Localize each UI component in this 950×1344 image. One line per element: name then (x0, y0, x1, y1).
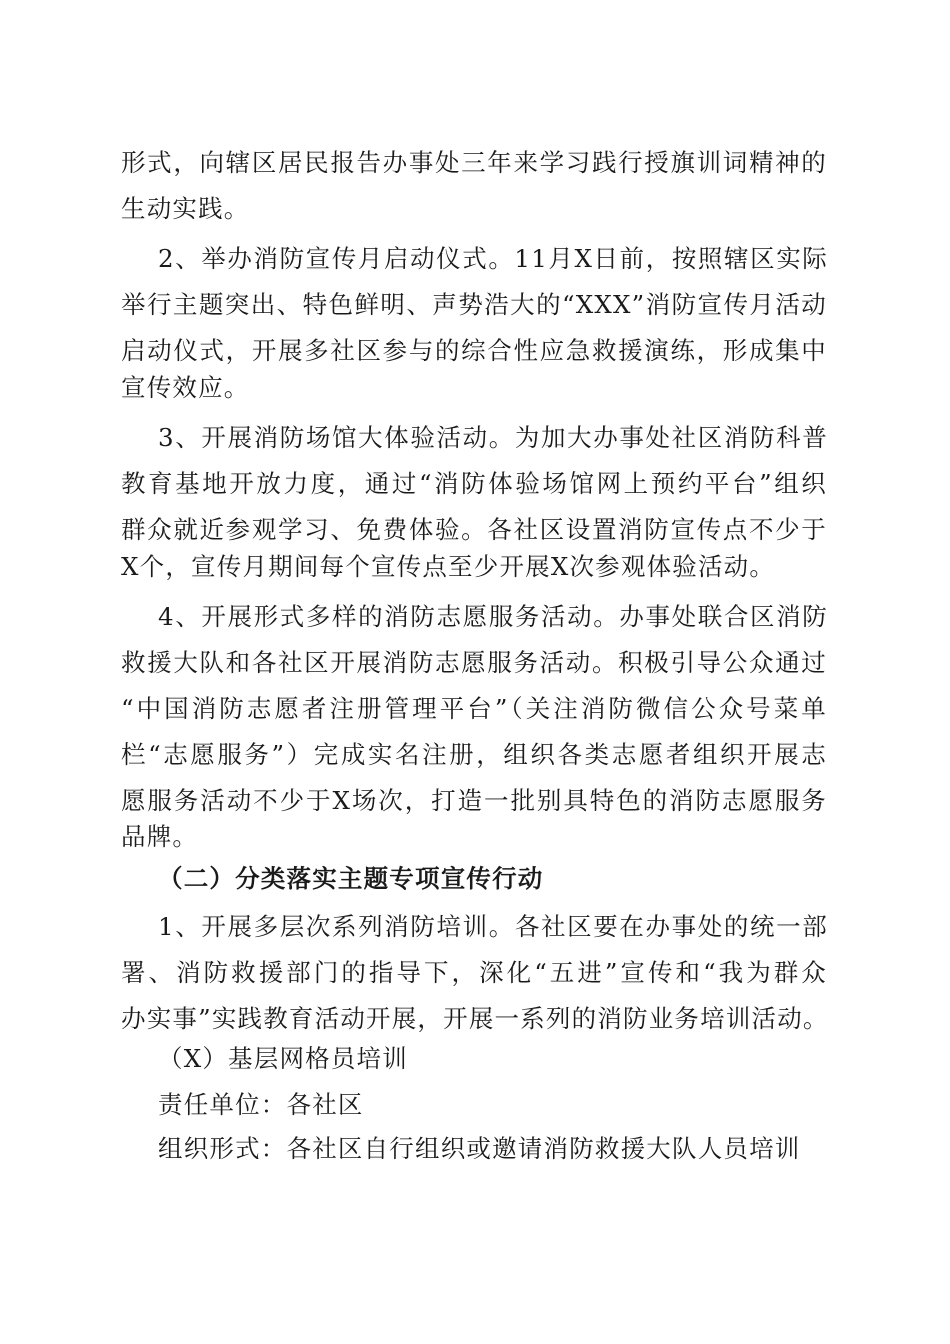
paragraph-line: 教育基地开放力度，通过“消防体验场馆网上预约平台”组织 (121, 469, 827, 498)
responsible-unit-line: 责任单位：各社区 (158, 1090, 364, 1119)
subheading-line: （X）基层网格员培训 (158, 1044, 408, 1073)
paragraph-line: X个，宣传月期间每个宣传点至少开展X次参观体验活动。 (121, 552, 776, 581)
paragraph-line: 署、消防救援部门的指导下，深化“五进”宣传和“我为群众 (121, 958, 827, 987)
paragraph-line: “中国消防志愿者注册管理平台”（关注消防微信公众号菜单 (121, 694, 827, 723)
paragraph-line: 生动实践。 (121, 194, 250, 223)
organization-form-line: 组织形式：各社区自行组织或邀请消防救援大队人员培训 (158, 1134, 801, 1163)
paragraph-line: 1、开展多层次系列消防培训。各社区要在办事处的统一部 (158, 912, 828, 941)
paragraph-line: 举行主题突出、特色鲜明、声势浩大的“XXX”消防宣传月活动 (121, 290, 827, 319)
paragraph-line: 启动仪式，开展多社区参与的综合性应急救援演练，形成集中 (121, 336, 827, 365)
paragraph-line: 品牌。 (121, 822, 199, 851)
paragraph-line: 办实事”实践教育活动开展，开展一系列的消防业务培训活动。 (121, 1004, 829, 1033)
paragraph-line: 2、举办消防宣传月启动仪式。11月X日前，按照辖区实际 (158, 244, 828, 273)
paragraph-line: 3、开展消防场馆大体验活动。为加大办事处社区消防科普 (158, 423, 828, 452)
paragraph-line: 形式，向辖区居民报告办事处三年来学习践行授旗训词精神的 (121, 148, 827, 177)
paragraph-line: 群众就近参观学习、免费体验。各社区设置消防宣传点不少于 (121, 515, 827, 544)
paragraph-line: 4、开展形式多样的消防志愿服务活动。办事处联合区消防 (158, 602, 828, 631)
paragraph-line: 救援大队和各社区开展消防志愿服务活动。积极引导公众通过 (121, 648, 827, 677)
section-heading: （二）分类落实主题专项宣传行动 (158, 864, 544, 893)
paragraph-line: 栏“志愿服务”）完成实名注册，组织各类志愿者组织开展志 (121, 740, 827, 769)
paragraph-line: 宣传效应。 (121, 373, 250, 402)
paragraph-line: 愿服务活动不少于X场次，打造一批别具特色的消防志愿服务 (121, 786, 827, 815)
